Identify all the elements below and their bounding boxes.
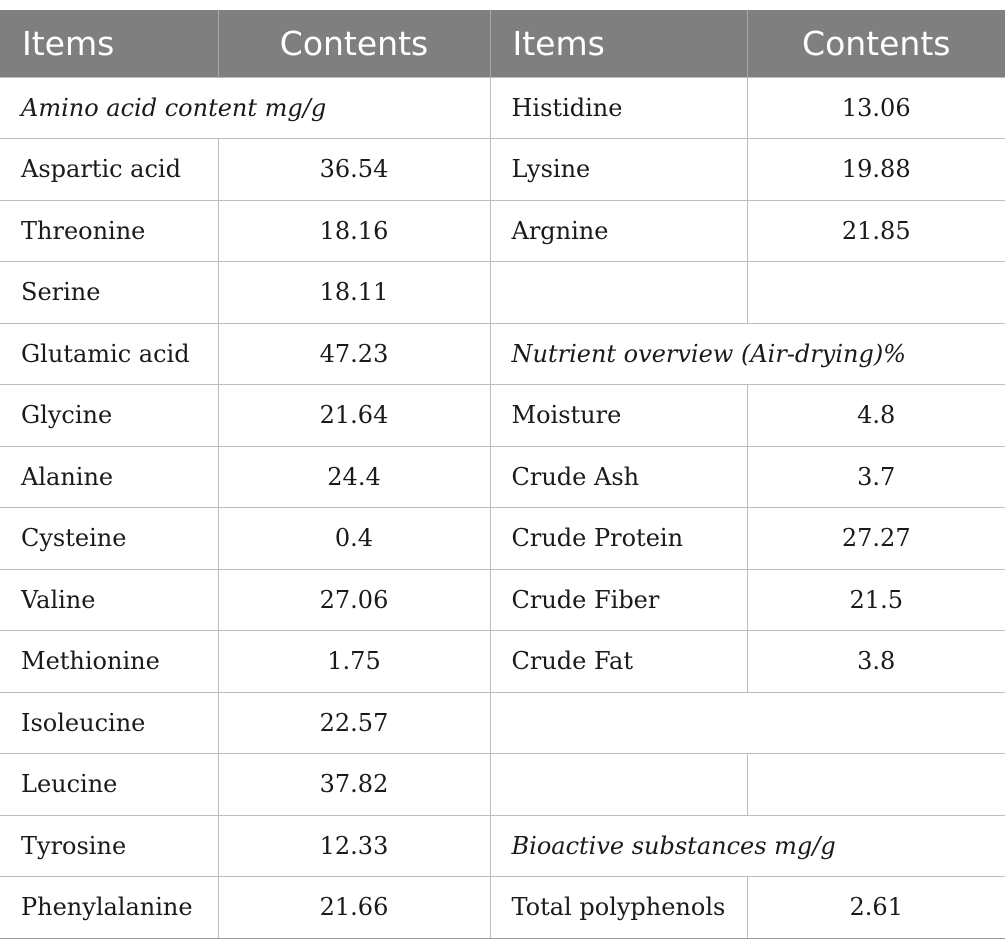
empty-cell [490,262,747,324]
item-value: 3.7 [747,446,1005,508]
table-row [0,877,1005,939]
item-name: Moisture [490,385,747,447]
item-name: Total polyphenols [490,877,747,939]
contents-header: Contents [218,10,490,77]
item-name: Serine [0,262,218,324]
item-name: Phenylalanine [0,877,218,939]
item-name: Lysine [490,139,747,201]
item-name: Glycine [0,385,218,447]
item-name: Tyrosine [0,815,218,877]
table-row [0,385,1005,447]
item-name: Crude Protein [490,508,747,570]
item-name: Crude Fiber [490,569,747,631]
item-name: Valine [0,569,218,631]
item-value: 3.8 [747,631,1005,693]
item-value: 4.8 [747,385,1005,447]
item-value: 47.23 [218,323,490,385]
item-value: 1.75 [218,631,490,693]
nutrient-table [0,10,1005,939]
item-name: Glutamic acid [0,323,218,385]
item-value: 21.85 [747,200,1005,262]
table-row [0,754,1005,816]
item-name: Cysteine [0,508,218,570]
item-value: 18.11 [218,262,490,324]
item-value: 22.57 [218,692,490,754]
section-heading-nutrient-overview: Nutrient overview (Air-drying)% [490,323,1005,385]
item-value: 27.06 [218,569,490,631]
item-name: Threonine [0,200,218,262]
table-row [0,508,1005,570]
item-value: 12.33 [218,815,490,877]
empty-cell [490,692,1005,754]
item-value: 37.82 [218,754,490,816]
table-row [0,200,1005,262]
table-row [0,631,1005,693]
table-row [0,323,1005,385]
item-value: 24.4 [218,446,490,508]
item-name: Histidine [490,77,747,139]
header-row [0,10,1005,77]
table-row [0,692,1005,754]
item-value: 36.54 [218,139,490,201]
item-value: 19.88 [747,139,1005,201]
item-value: 21.64 [218,385,490,447]
table-row [0,139,1005,201]
item-name: Alanine [0,446,218,508]
table-row [0,569,1005,631]
empty-cell [747,262,1005,324]
item-name: Leucine [0,754,218,816]
item-name: Methionine [0,631,218,693]
item-value: 21.66 [218,877,490,939]
empty-cell [490,754,747,816]
item-name: Crude Fat [490,631,747,693]
section-heading-bioactive: Bioactive substances mg/g [490,815,1005,877]
empty-cell [747,754,1005,816]
item-value: 0.4 [218,508,490,570]
table-row [0,446,1005,508]
section-heading-amino-acid: Amino acid content mg/g [0,77,490,139]
item-value: 18.16 [218,200,490,262]
table-row [0,815,1005,877]
item-name: Aspartic acid [0,139,218,201]
item-value: 13.06 [747,77,1005,139]
item-value: 21.5 [747,569,1005,631]
item-value: 2.61 [747,877,1005,939]
item-value: 27.27 [747,508,1005,570]
items-header: Items [490,10,747,77]
item-name: Crude Ash [490,446,747,508]
item-name: Isoleucine [0,692,218,754]
contents-header: Contents [747,10,1005,77]
items-header: Items [0,10,218,77]
item-name: Argnine [490,200,747,262]
table-row [0,262,1005,324]
table-row [0,77,1005,139]
